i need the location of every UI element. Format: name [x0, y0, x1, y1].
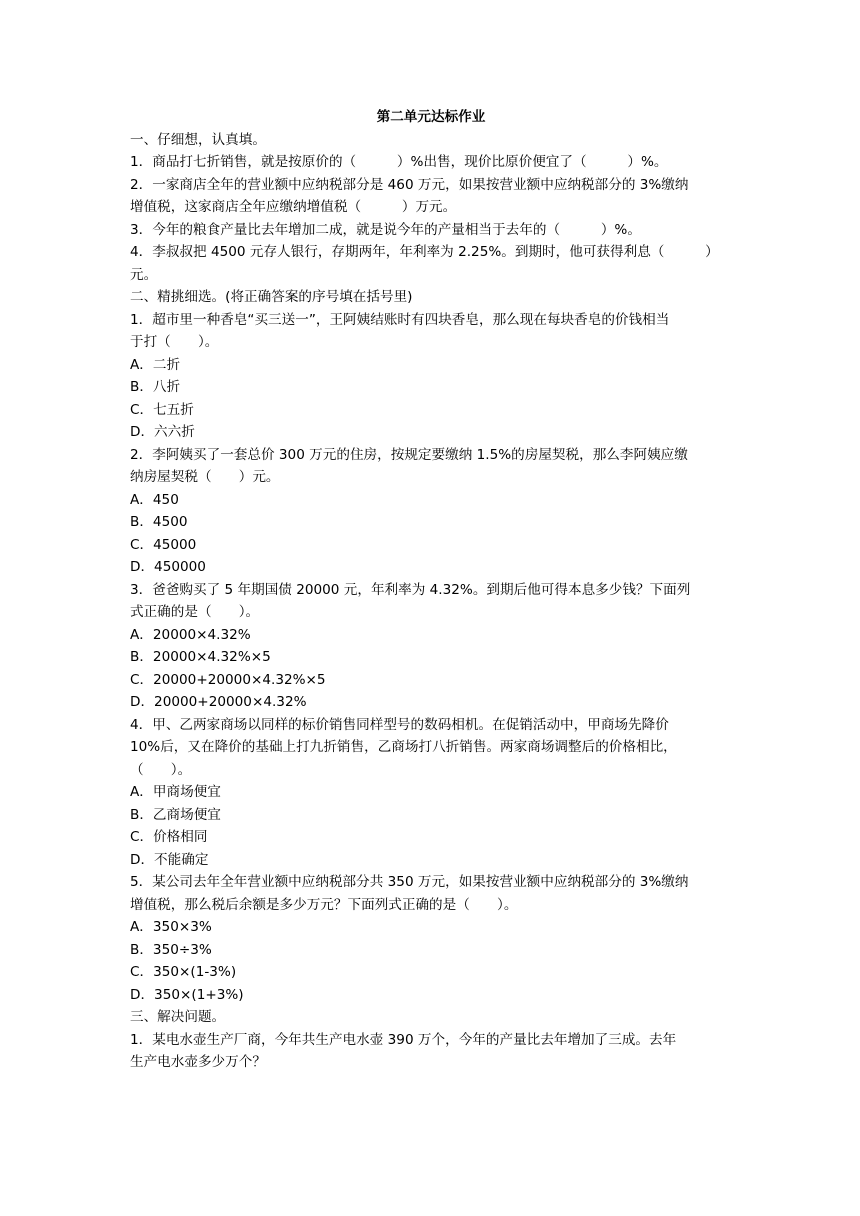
- text-line: 1．某电水壶生产厂商，今年共生产电水壶 390 万个，今年的产量比去年增加了三成。去年: [130, 1031, 677, 1048]
- text-line: 2．李阿姨买了一套总价 300 万元的住房，按规定要缴纳 1.5%的房屋契税，那么李阿姨应缴: [130, 446, 688, 463]
- text-line: 4．李叔叔把 4500 元存人银行，存期两年，年利率为 2.25%。到期时，他可获得利息（ ）: [130, 244, 719, 260]
- text-line: 式正确的是（ ）。: [130, 604, 260, 620]
- text-line: 二、精挑细选。(将正确答案的序号填在括号里): [130, 289, 413, 305]
- text-line: C．七五折: [130, 401, 194, 418]
- text-line: 元。: [130, 266, 158, 283]
- text-line: 2．一家商店全年的营业额中应纳税部分是 460 万元，如果按营业额中应纳税部分的 3%缴纳: [130, 176, 689, 193]
- text-line: 纳房屋契税（ ）元。: [130, 469, 280, 485]
- text-line: D．六六折: [130, 424, 195, 440]
- text-line: A．甲商场便宜: [130, 784, 221, 800]
- text-line: 生产电水壶多少万个？: [130, 1054, 266, 1070]
- text-line: 三、解决问题。: [130, 1009, 226, 1025]
- text-line: B．八折: [130, 379, 181, 395]
- text-line: 1．商品打七折销售，就是按原价的（ ）%出售，现价比原价便宜了（ ）%。: [130, 154, 668, 170]
- text-line: 增值税，这家商店全年应缴纳增值税（ ）万元。: [130, 199, 457, 215]
- text-line: D．450000: [130, 559, 206, 575]
- text-line: B．4500: [130, 514, 188, 530]
- text-line: D．350×(1+3%): [130, 986, 244, 1003]
- text-line: C．20000+20000×4.32%×5: [130, 671, 326, 688]
- text-line: 增值税，那么税后余额是多少万元？下面列式正确的是（ ）。: [130, 896, 518, 913]
- text-line: C．350×(1-3%): [130, 964, 237, 980]
- text-line: A．20000×4.32%: [130, 626, 251, 643]
- text-line: 4．甲、乙两家商场以同样的标价销售同样型号的数码相机。在促销活动中，甲商场先降价: [130, 716, 669, 733]
- text-line: D．不能确定: [130, 851, 209, 868]
- text-line: B．20000×4.32%×5: [130, 649, 271, 665]
- document-lines: [130, 129, 732, 1074]
- text-line: D．20000+20000×4.32%: [130, 694, 307, 710]
- text-line: 于打（ ）。: [130, 334, 219, 350]
- text-line: 1．超市里一种香皂“买三送一”，王阿姨结账时有四块香皂，那么现在每块香皂的价钱相当: [130, 311, 670, 328]
- text-line: B．乙商场便宜: [130, 806, 221, 823]
- text-line: 3．今年的粮食产量比去年增加二成，就是说今年的产量相当于去年的（ ）%。: [130, 221, 641, 238]
- text-line: A．450: [130, 491, 179, 508]
- text-line: 3．爸爸购买了 5 年期国债 20000 元，年利率为 4.32%。到期后他可得本息多少钱？下面列: [130, 581, 691, 598]
- text-line: 一、仔细想，认真填。: [130, 131, 266, 148]
- text-line: A．二折: [130, 356, 181, 373]
- text-line: C．45000: [130, 536, 197, 553]
- text-line: 10%后，又在降价的基础上打九折销售，乙商场打八折销售。两家商场调整后的价格相比，: [130, 739, 677, 755]
- text-line: （ ）。: [130, 761, 192, 778]
- document-body: [130, 106, 732, 1074]
- text-line: 5．某公司去年全年营业额中应纳税部分共 350 万元，如果按营业额中应纳税部分的 3%缴纳: [130, 874, 689, 890]
- text-line: A．350×3%: [130, 919, 212, 935]
- document-title: 第二单元达标作业: [376, 109, 486, 125]
- text-line: B．350÷3%: [130, 941, 212, 958]
- text-line: C．价格相同: [130, 829, 208, 845]
